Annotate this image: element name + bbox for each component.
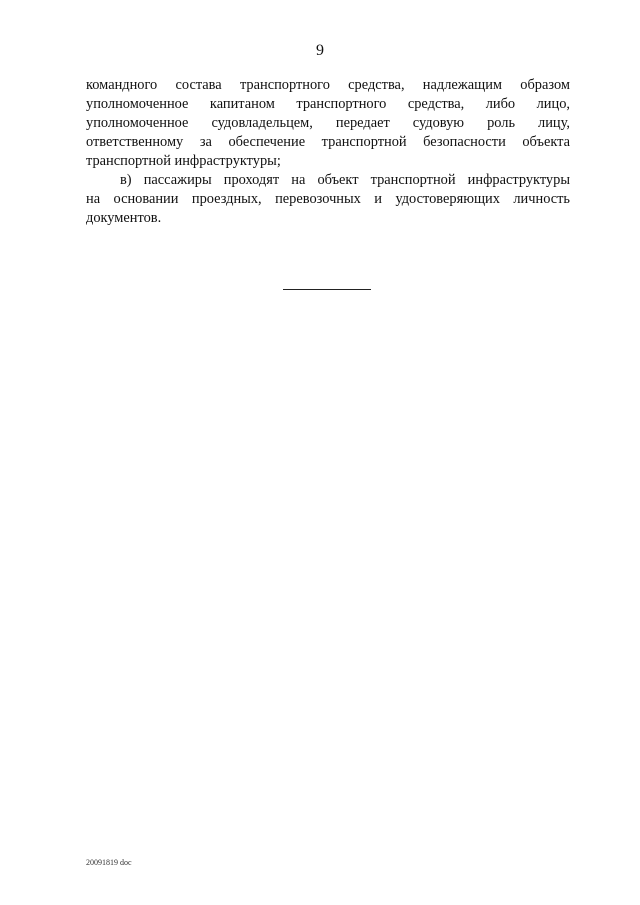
text-line: транспортной инфраструктуры; — [86, 153, 281, 169]
footer-document-code: 20091819 doc — [86, 858, 132, 867]
text-line: в) пассажиры проходят на объект транспортной инфраструктуры — [120, 172, 570, 188]
end-of-text-divider — [283, 289, 371, 290]
page-number: 9 — [316, 42, 324, 59]
text-line: ответственному за обеспечение транспортной безопасности объекта — [86, 134, 570, 150]
text-line: уполномоченное судовладельцем, передает судовую роль лицу, — [86, 115, 570, 131]
body-text — [86, 76, 570, 228]
text-line: на основании проездных, перевозочных и удостоверяющих личность — [86, 191, 570, 207]
text-line: командного состава транспортного средства, надлежащим образом — [86, 77, 570, 93]
text-line: уполномоченное капитаном транспортного средства, либо лицо, — [86, 96, 570, 112]
text-line: документов. — [86, 210, 162, 226]
